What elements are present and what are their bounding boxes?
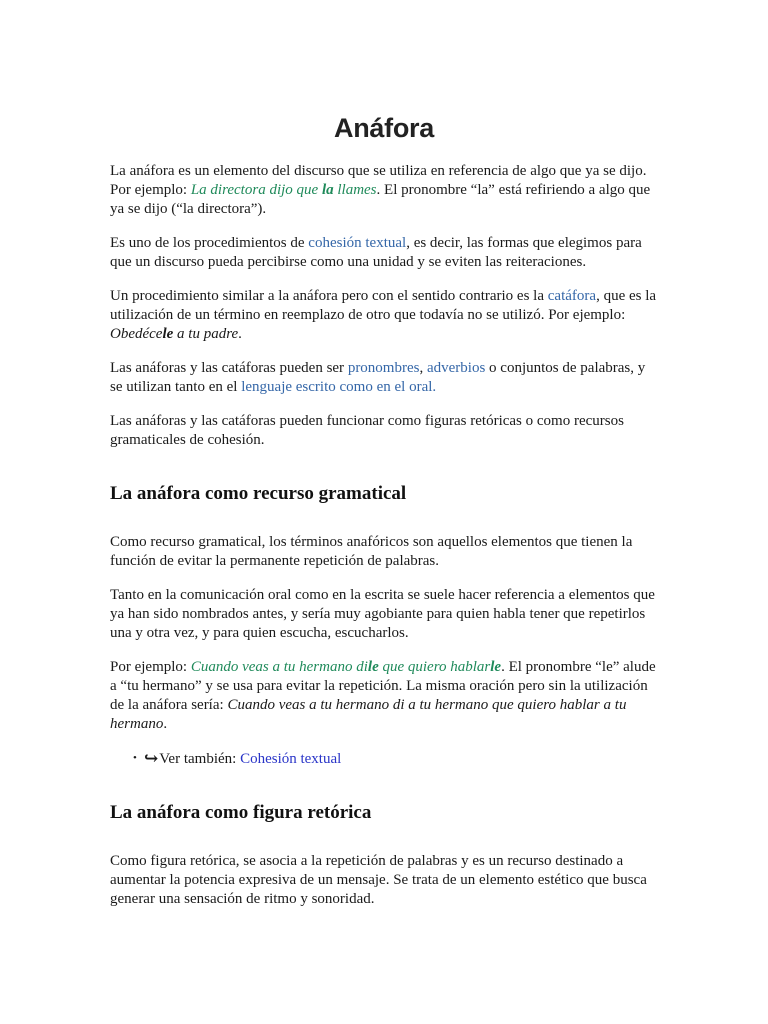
example-text: Obedécele a tu padre (110, 326, 239, 342)
article-body (110, 0, 658, 924)
paragraph-grammatical-1: Como recurso gramatical, los términos anafóricos son aquellos elementos que tienen la función de evitar la permanente repetición de palabras. (110, 534, 633, 569)
bullet: • (133, 752, 137, 764)
link-adverbios[interactable]: adverbios (426, 360, 486, 376)
arrow-icon: ↪ (144, 749, 159, 768)
link-cohesion-textual-see-also[interactable]: Cohesión textual (240, 751, 342, 767)
section-heading-grammatical: La anáfora como recurso gramatical (110, 483, 407, 504)
link-cohesion-textual[interactable]: cohesión textual (308, 235, 407, 251)
paragraph-grammatical-example: Por ejemplo: Cuando veas a tu hermano dile que quiero hablarle. El pronombre “le” alude a “tu hermano” y se usa para evitar la repetición. La misma oración pero sin la utilización de la anáfora sería: Cuando veas a tu hermano di a tu hermano que quiero hablar a tu hermano. (110, 659, 656, 732)
section-heading-rhetorical: La anáfora como figura retórica (110, 802, 372, 823)
example-text: Cuando veas a tu hermano dile que quiero hablarle (190, 659, 502, 675)
see-also-list (110, 749, 658, 769)
example-text: La directora dijo que la llames (190, 182, 377, 198)
paragraph-cohesion: Es uno de los procedimientos de cohesión textual, es decir, las formas que elegimos para que un discurso pueda percibirse como una unidad y se eviten las reiteraciones. (110, 235, 642, 270)
see-also-label: Ver también: (159, 751, 241, 767)
paragraph-types: Las anáforas y las catáforas pueden ser pronombres, adverbios o conjuntos de palabras, y se utilizan tanto en el lenguaje escrito como en el oral. (110, 360, 646, 395)
paragraph-rhetorical: Como figura retórica, se asocia a la repetición de palabras y es un recurso destinado a aumentar la potencia expresiva de un mensaje. Se trata de un elemento estético que busca generar una sensación de ritmo y sonoridad. (110, 853, 647, 907)
link-catafora[interactable]: catáfora (547, 288, 597, 304)
paragraph-functions: Las anáforas y las catáforas pueden funcionar como figuras retóricas o como recursos gramaticales de cohesión. (110, 413, 624, 448)
list-item (110, 749, 658, 769)
paragraph-cataphora: Un procedimiento similar a la anáfora pero con el sentido contrario es la catáfora, que es la utilización de un término en reemplazo de otro que todavía no se utilizó. Por ejemplo: Obedécele a tu padre. (110, 288, 657, 342)
link-pronombres[interactable]: pronombres (347, 360, 420, 376)
page-title: Anáfora (334, 113, 434, 143)
paragraph-grammatical-2: Tanto en la comunicación oral como en la escrita se suele hacer referencia a elementos que ya han sido nombrados antes, y sería muy agobiante para quien habla tener que repetirlos una y otra vez, y para quien escucha, escucharlos. (110, 587, 655, 641)
example-text-no-anaphora: Cuando veas a tu hermano di a tu hermano que quiero hablar a tu hermano (110, 697, 627, 732)
link-lenguaje[interactable]: lenguaje escrito como en el oral. (241, 379, 437, 395)
paragraph-definition: La anáfora es un elemento del discurso que se utiliza en referencia de algo que ya se dijo. Por ejemplo: La directora dijo que la llames. El pronombre “la” está refiriendo a algo que ya se dijo (“la directora”). (110, 163, 651, 217)
